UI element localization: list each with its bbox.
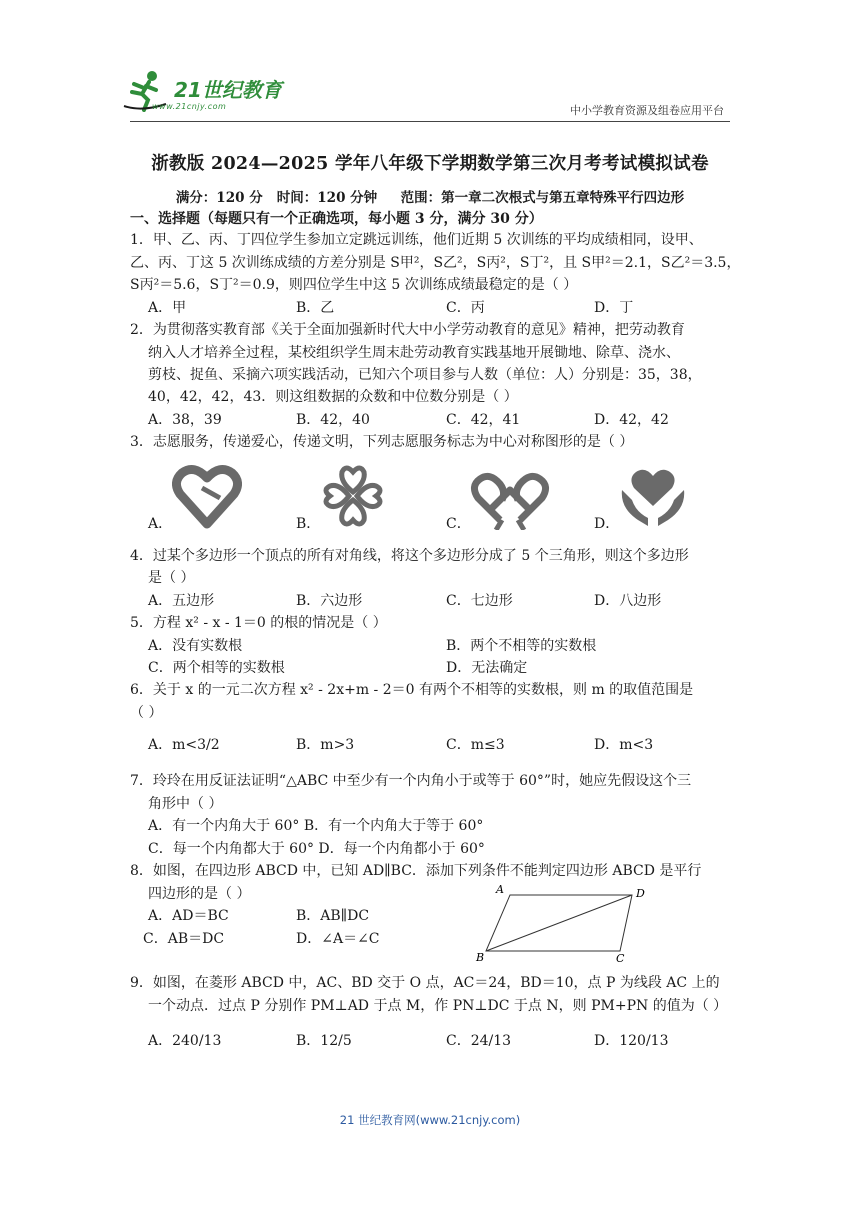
vertex-c-label: C	[616, 952, 625, 963]
q4-option-a[interactable]: A．五边形	[148, 593, 215, 609]
q2-line2: 纳入人才培养全过程，某校组织学生周末赴劳动教育实践基地开展锄地、除草、浇水、	[148, 345, 680, 361]
q9-option-b[interactable]: B．12/5	[296, 1033, 352, 1049]
q6-line1: 6．关于 x 的一元二次方程 x² - 2x+m - 2＝0 有两个不相等的实数根，则 m 的取值范围是	[130, 682, 694, 698]
logo	[122, 68, 292, 118]
q2-option-c[interactable]: C．42，41	[446, 412, 521, 428]
q2-option-a[interactable]: A．38，39	[148, 412, 222, 428]
q8-option-b[interactable]: B．AB∥DC	[296, 908, 370, 924]
ribbon-hearts-icon	[470, 470, 550, 530]
q2-line4: 40，42，42，43．则这组数据的众数和中位数分别是（ ）	[148, 389, 518, 405]
exam-subtitle: 满分：120 分 时间：120 分钟 范围：第一章二次根式与第五章特殊平行四边形	[175, 190, 685, 206]
q5-line1: 5．方程 x² - x - 1＝0 的根的情况是（ ）	[130, 615, 387, 631]
q1-line3: S丙²＝5.6，S丁²＝0.9，则四位学生中这 5 次训练成绩最稳定的是（ ）	[130, 277, 578, 293]
header-divider	[130, 121, 730, 122]
q9-option-d[interactable]: D．120/13	[594, 1033, 669, 1049]
q1-option-b[interactable]: B．乙	[296, 300, 335, 316]
vertex-b-label: B	[476, 951, 485, 963]
q3-option-d[interactable]: D．	[594, 516, 620, 532]
clover-heart-icon	[322, 462, 384, 530]
q9-line1: 9．如图，在菱形 ABCD 中，AC、BD 交于 O 点，AC＝24，BD＝10，点 P 为线段 AC 上的	[130, 975, 720, 991]
logo-url: www.21cnjy.com	[152, 102, 227, 111]
q3-line1: 3．志愿服务，传递爱心，传递文明，下列志愿服务标志为中心对称图形的是（ ）	[130, 434, 634, 450]
q6-option-c[interactable]: C．m≤3	[446, 737, 505, 753]
q2-option-b[interactable]: B．42，40	[296, 412, 370, 428]
q1-option-a[interactable]: A．甲	[148, 300, 187, 316]
q9-option-a[interactable]: A．240/13	[148, 1033, 222, 1049]
vertex-d-label: D	[636, 887, 645, 900]
logo-text: 21世纪教育	[174, 78, 282, 102]
footer-link[interactable]: 21 世纪教育网(www.21cnjy.com)	[339, 1113, 521, 1127]
vertex-a-label: A	[496, 883, 504, 896]
q6-option-a[interactable]: A．m<3/2	[148, 737, 220, 753]
q6-line2: （ ）	[130, 705, 163, 721]
q4-line2: 是（ ）	[148, 570, 195, 586]
q2-line3: 剪枝、捉鱼、采摘六项实践活动，已知六个项目参与人数（单位：人）分别是：35，38，	[148, 367, 702, 383]
q7-line2: 角形中（ ）	[148, 796, 223, 812]
q1-option-d[interactable]: D．丁	[594, 300, 634, 316]
q2-line1: 2．为贯彻落实教育部《关于全面加强新时代大中小学劳动教育的意见》精神，把劳动教育	[130, 322, 685, 338]
platform-name: 中小学教育资源及组卷应用平台	[570, 104, 724, 117]
q1-line1: 1．甲、乙、丙、丁四位学生参加立定跳远训练，他们近期 5 次训练的平均成绩相同，设甲、	[130, 232, 703, 248]
parallelogram-figure	[472, 883, 662, 963]
q7-option-cd[interactable]: C．每一个内角都大于 60° D．每一个内角都小于 60°	[148, 841, 485, 857]
section-heading: 一、选择题（每题只有一个正确选项，每小题 3 分，满分 30 分）	[130, 211, 543, 227]
q1-line2: 乙、丙、丁这 5 次训练成绩的方差分别是 S甲²，S乙²，S丙²，S丁²，且 S甲²＝2.1，S乙²＝3.5，	[130, 255, 741, 271]
hands-holding-heart-icon	[618, 464, 688, 530]
q8-line1: 8．如图，在四边形 ABCD 中，已知 AD∥BC．添加下列条件不能判定四边形 ABCD 是平行	[130, 863, 702, 879]
q9-line2: 一个动点．过点 P 分别作 PM⊥AD 于点 M，作 PN⊥DC 于点 N，则 PM+PN 的值为（ ）	[148, 998, 728, 1014]
q5-option-a[interactable]: A．没有实数根	[148, 638, 243, 654]
q8-line2: 四边形的是（ ）	[148, 886, 251, 902]
q6-option-d[interactable]: D．m<3	[594, 737, 654, 753]
q4-option-c[interactable]: C．七边形	[446, 593, 513, 609]
q4-option-b[interactable]: B．六边形	[296, 593, 363, 609]
q4-line1: 4．过某个多边形一个顶点的所有对角线，将这个多边形分成了 5 个三角形，则这个多边形	[130, 548, 689, 564]
exam-title: 浙教版 2024—2025 学年八年级下学期数学第三次月考考试模拟试卷	[151, 154, 709, 174]
q8-option-a[interactable]: A．AD＝BC	[148, 908, 229, 924]
q8-option-c[interactable]: C．AB＝DC	[143, 931, 225, 947]
q7-option-ab[interactable]: A．有一个内角大于 60° B．有一个内角大于等于 60°	[148, 818, 484, 834]
q5-option-b[interactable]: B．两个不相等的实数根	[446, 638, 597, 654]
q8-option-d[interactable]: D．∠A＝∠C	[296, 931, 380, 947]
hand-heart-icon	[172, 464, 242, 530]
q2-option-d[interactable]: D．42，42	[594, 412, 669, 428]
q4-option-d[interactable]: D．八边形	[594, 593, 662, 609]
q5-option-c[interactable]: C．两个相等的实数根	[148, 660, 285, 676]
q3-option-c[interactable]: C．	[446, 516, 471, 532]
q7-line1: 7．玲玲在用反证法证明“△ABC 中至少有一个内角小于或等于 60°”时，她应先假设这个三	[130, 773, 692, 789]
q3-option-b[interactable]: B．	[296, 516, 321, 532]
q1-option-c[interactable]: C．丙	[446, 300, 485, 316]
q6-option-b[interactable]: B．m>3	[296, 737, 355, 753]
q3-option-a[interactable]: A．	[148, 516, 173, 532]
q5-option-d[interactable]: D．无法确定	[446, 660, 528, 676]
q9-option-c[interactable]: C．24/13	[446, 1033, 512, 1049]
